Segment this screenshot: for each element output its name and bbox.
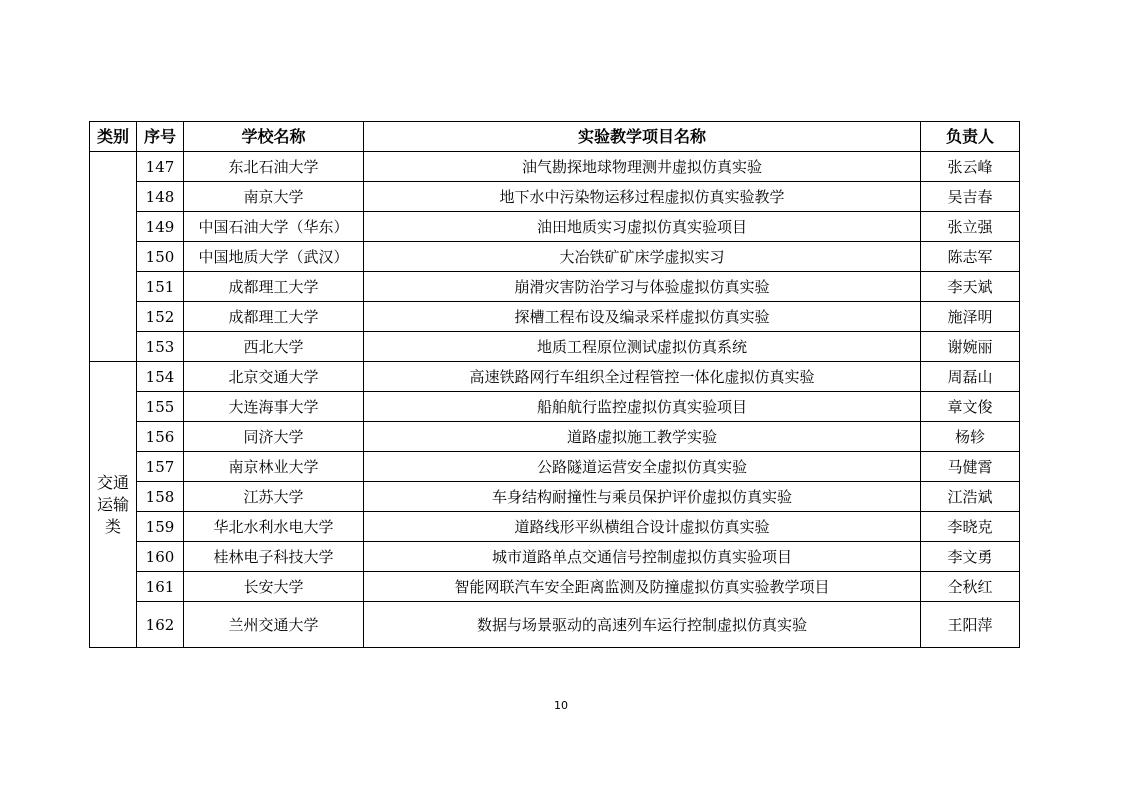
owner-cell: 吴吉春 (921, 182, 1020, 212)
table-header-row (90, 122, 1020, 152)
project-cell: 高速铁路网行车组织全过程管控一体化虚拟仿真实验 (364, 362, 921, 392)
table-row (90, 602, 1020, 648)
school-cell: 西北大学 (184, 332, 364, 362)
category-label: 类 (104, 516, 121, 536)
index-cell: 153 (137, 332, 184, 362)
project-cell: 车身结构耐撞性与乘员保护评价虚拟仿真实验 (364, 482, 921, 512)
project-cell: 油田地质实习虚拟仿真实验项目 (364, 212, 921, 242)
table-row (90, 422, 1020, 452)
table-row (90, 182, 1020, 212)
page-number: 10 (554, 699, 568, 712)
owner-cell: 马健霄 (921, 452, 1020, 482)
school-cell: 中国石油大学（华东） (184, 212, 364, 242)
owner-cell: 王阳萍 (921, 602, 1020, 648)
school-cell: 长安大学 (184, 572, 364, 602)
category-label: 运输 (96, 494, 129, 514)
project-cell: 城市道路单点交通信号控制虚拟仿真实验项目 (364, 542, 921, 572)
table-row (90, 212, 1020, 242)
index-cell: 157 (137, 452, 184, 482)
owner-cell: 李文勇 (921, 542, 1020, 572)
owner-cell: 李晓克 (921, 512, 1020, 542)
header-category: 类别 (90, 122, 137, 152)
school-cell: 南京林业大学 (184, 452, 364, 482)
table-row (90, 452, 1020, 482)
school-cell: 桂林电子科技大学 (184, 542, 364, 572)
index-cell: 160 (137, 542, 184, 572)
table-row (90, 512, 1020, 542)
project-cell: 油气勘探地球物理测井虚拟仿真实验 (364, 152, 921, 182)
category-cell (90, 152, 137, 362)
category-cell (90, 362, 137, 648)
owner-cell: 谢婉丽 (921, 332, 1020, 362)
school-cell: 中国地质大学（武汉） (184, 242, 364, 272)
header-index: 序号 (137, 122, 184, 152)
owner-cell: 江浩斌 (921, 482, 1020, 512)
table-row (90, 242, 1020, 272)
index-cell: 148 (137, 182, 184, 212)
project-table (89, 121, 1020, 648)
project-cell: 船舶航行监控虚拟仿真实验项目 (364, 392, 921, 422)
owner-cell: 李天斌 (921, 272, 1020, 302)
project-cell: 道路虚拟施工教学实验 (364, 422, 921, 452)
header-project: 实验教学项目名称 (364, 122, 921, 152)
owner-cell: 章文俊 (921, 392, 1020, 422)
header-school: 学校名称 (184, 122, 364, 152)
owner-cell: 仝秋红 (921, 572, 1020, 602)
owner-cell: 杨轸 (921, 422, 1020, 452)
table-row (90, 482, 1020, 512)
table-row (90, 272, 1020, 302)
project-cell: 公路隧道运营安全虚拟仿真实验 (364, 452, 921, 482)
school-cell: 东北石油大学 (184, 152, 364, 182)
header-owner: 负责人 (921, 122, 1020, 152)
school-cell: 北京交通大学 (184, 362, 364, 392)
index-cell: 158 (137, 482, 184, 512)
index-cell: 151 (137, 272, 184, 302)
project-cell: 数据与场景驱动的高速列车运行控制虚拟仿真实验 (364, 602, 921, 648)
table-row (90, 302, 1020, 332)
index-cell: 147 (137, 152, 184, 182)
table-row (90, 542, 1020, 572)
table-row (90, 572, 1020, 602)
index-cell: 154 (137, 362, 184, 392)
project-cell: 智能网联汽车安全距离监测及防撞虚拟仿真实验教学项目 (364, 572, 921, 602)
project-cell: 地下水中污染物运移过程虚拟仿真实验教学 (364, 182, 921, 212)
index-cell: 152 (137, 302, 184, 332)
school-cell: 同济大学 (184, 422, 364, 452)
project-cell: 地质工程原位测试虚拟仿真系统 (364, 332, 921, 362)
school-cell: 华北水利水电大学 (184, 512, 364, 542)
table-row (90, 392, 1020, 422)
school-cell: 江苏大学 (184, 482, 364, 512)
index-cell: 150 (137, 242, 184, 272)
school-cell: 大连海事大学 (184, 392, 364, 422)
project-cell: 大冶铁矿矿床学虚拟实习 (364, 242, 921, 272)
owner-cell: 周磊山 (921, 362, 1020, 392)
index-cell: 155 (137, 392, 184, 422)
owner-cell: 施泽明 (921, 302, 1020, 332)
school-cell: 成都理工大学 (184, 302, 364, 332)
school-cell: 兰州交通大学 (184, 602, 364, 648)
table-body (90, 152, 1020, 648)
table-row (90, 362, 1020, 392)
table-row (90, 332, 1020, 362)
school-cell: 成都理工大学 (184, 272, 364, 302)
school-cell: 南京大学 (184, 182, 364, 212)
index-cell: 162 (137, 602, 184, 648)
index-cell: 161 (137, 572, 184, 602)
project-cell: 道路线形平纵横组合设计虚拟仿真实验 (364, 512, 921, 542)
owner-cell: 张云峰 (921, 152, 1020, 182)
project-cell: 探槽工程布设及编录采样虚拟仿真实验 (364, 302, 921, 332)
category-label: 交通 (96, 472, 129, 492)
owner-cell: 陈志军 (921, 242, 1020, 272)
index-cell: 159 (137, 512, 184, 542)
index-cell: 149 (137, 212, 184, 242)
table-row (90, 152, 1020, 182)
project-cell: 崩滑灾害防治学习与体验虚拟仿真实验 (364, 272, 921, 302)
index-cell: 156 (137, 422, 184, 452)
owner-cell: 张立强 (921, 212, 1020, 242)
